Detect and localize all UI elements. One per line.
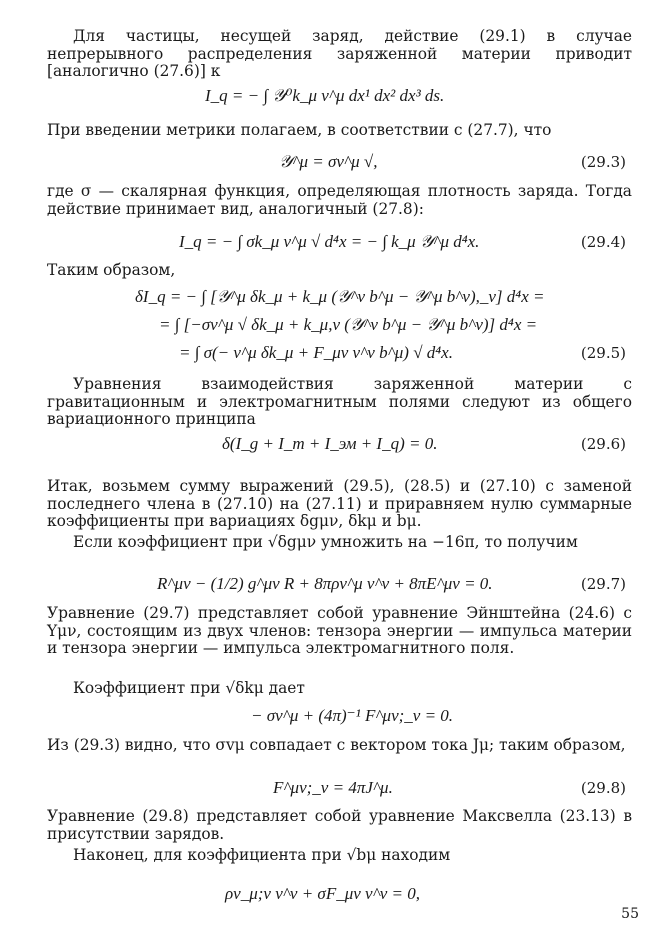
equation-number: (29.5) bbox=[580, 344, 626, 362]
equation-29-4 bbox=[47, 230, 632, 254]
paragraph-coefficient-g: Если коэффициент при √δgμν умножить на −16π, то получим bbox=[73, 533, 578, 551]
paragraph-coefficient-k: Коэффициент при √δkμ дает bbox=[73, 679, 305, 697]
paragraph-intro: Для частицы, несущей заряд, действие (29.1) в случае непрерывного распределения заряженной материи приводит [аналогично (27.6)] к bbox=[47, 27, 632, 81]
paragraph-sum: Итак, возьмем сумму выражений (29.5), (28.5) и (27.10) с заменой последнего члена в (27.10) на (27.11) и приравняем нулю суммарные коэффициенты при вариациях δgμν, δkμ и bμ. bbox=[47, 477, 632, 531]
equation-number: (29.6) bbox=[580, 435, 626, 453]
equation-coefficient-k bbox=[47, 704, 632, 728]
equation-formula: ρv_μ;ν v^ν + σF_μν v^ν = 0, bbox=[225, 884, 421, 903]
equation-29-5-line-1 bbox=[47, 285, 632, 309]
equation-29-6 bbox=[47, 432, 632, 456]
equation-29-3 bbox=[47, 150, 632, 174]
equation-formula: F^μν;_ν = 4πJ^μ. bbox=[273, 778, 393, 797]
equation-number: (29.3) bbox=[580, 153, 626, 171]
equation-formula: R^μν − (1/2) g^μν R + 8πρv^μ v^ν + 8πE^μν = 0. bbox=[157, 574, 493, 593]
equation-number: (29.7) bbox=[580, 575, 626, 593]
equation-formula: δ(I_g + I_m + I_эм + I_q) = 0. bbox=[222, 434, 438, 453]
equation-formula: = ∫ σ(− v^μ δk_μ + F_μν v^ν b^μ) √ d⁴x. bbox=[179, 343, 453, 362]
paragraph-finally: Наконец, для коэффициента при √bμ находим bbox=[73, 846, 451, 864]
equation-number: (29.8) bbox=[580, 779, 626, 797]
equation-29-5-line-3 bbox=[47, 341, 632, 365]
paragraph-metric: При введении метрики полагаем, в соответствии с (27.7), что bbox=[47, 121, 552, 139]
equation-formula: δI_q = − ∫ [𝒴^μ δk_μ + k_μ (𝒴^ν b^μ − 𝒴^μ b^ν),_ν] d⁴x = bbox=[135, 287, 545, 306]
equation-formula: I_q = − ∫ 𝒴⁰k_μ v^μ dx¹ dx² dx³ ds. bbox=[205, 86, 445, 105]
equation-formula: = ∫ [−σv^μ √ δk_μ + k_μ,ν (𝒴^ν b^μ − 𝒴^μ b^ν)] d⁴x = bbox=[159, 315, 538, 334]
paragraph-current: Из (29.3) видно, что σvμ совпадает с вектором тока Jμ; таким образом, bbox=[47, 736, 626, 754]
paragraph-interaction: Уравнения взаимодействия заряженной материи с гравитационным и электромагнитным полями следуют из общего вариационного принципа bbox=[47, 375, 632, 429]
equation-29-5-line-2 bbox=[47, 313, 632, 337]
equation-iq-integral bbox=[47, 84, 632, 108]
equation-number: (29.4) bbox=[580, 233, 626, 251]
equation-formula: 𝒴^μ = σv^μ √, bbox=[279, 152, 378, 171]
paragraph-einstein: Уравнение (29.7) представляет собой уравнение Эйнштейна (24.6) с Yμν, состоящим из двух членов: тензора энергии — импульса материи и тензора энергии — импульса электромагнитного поля. bbox=[47, 604, 632, 658]
paragraph-sigma: где σ — скалярная функция, определяющая плотность заряда. Тогда действие принимает вид, аналогичный (27.8): bbox=[47, 182, 632, 218]
equation-29-7 bbox=[47, 572, 632, 596]
equation-formula: I_q = − ∫ σk_μ v^μ √ d⁴x = − ∫ k_μ 𝒴^μ d⁴x. bbox=[179, 232, 480, 251]
equation-formula: − σv^μ + (4π)⁻¹ F^μν;_ν = 0. bbox=[251, 706, 454, 725]
page-number: 55 bbox=[621, 906, 639, 922]
paragraph-maxwell: Уравнение (29.8) представляет собой уравнение Максвелла (23.13) в присутствии зарядов. bbox=[47, 807, 632, 843]
equation-29-8 bbox=[47, 776, 632, 800]
paragraph-thus: Таким образом, bbox=[47, 261, 176, 279]
equation-final bbox=[47, 882, 632, 906]
